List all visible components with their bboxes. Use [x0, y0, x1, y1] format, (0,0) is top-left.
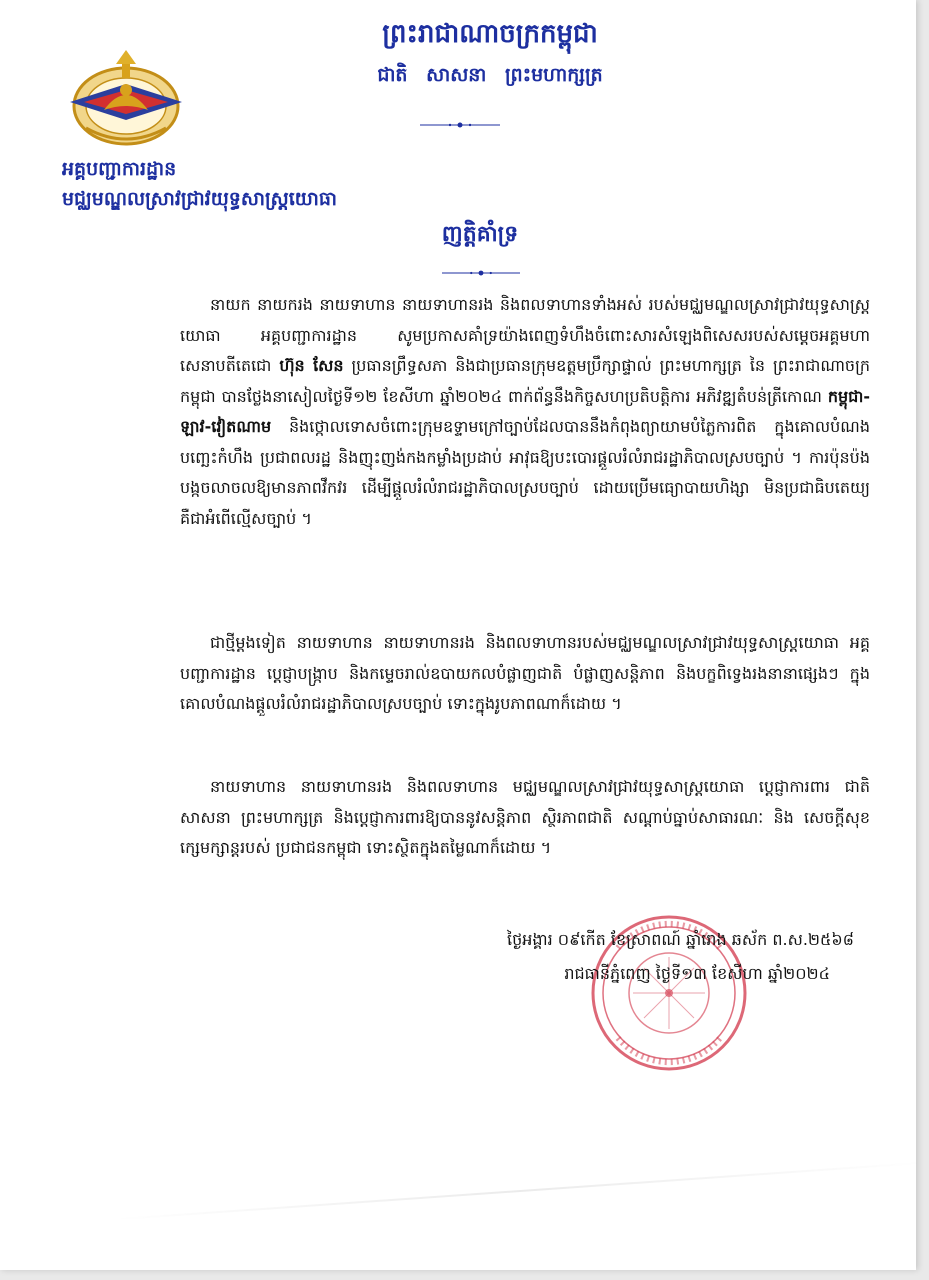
ornament-divider-icon — [420, 120, 500, 130]
paragraph-3 — [180, 772, 870, 864]
paragraph-1 — [180, 290, 870, 534]
leader-name: ហ៊ុន សែន — [279, 356, 344, 375]
paragraph-1-text-c: និងថ្កោលទោសចំពោះក្រុមឧទ្ទាមក្រៅច្បាប់ដែលបាននឹងកំពុងព្យាយាមបំភ្លៃការពិត ក្នុងគោលបំណងបញ្ឆេះកំហឹង ប្រជាពលរដ្ឋ និងញុះញង់កងកម្លាំងប្រដាប់ អាវុធឱ្យបះបោរផ្តួលរំលំរាជរដ្ឋាភិបាលស្របច្បាប់ ។ ការប៉ុនប៉ងបង្កចលាចលឱ្យមានភាពវឹកវរ ដើម្បីផ្តួលរំលំរាជរដ្ឋាភិបាលស្របច្បាប់ ដោយប្រើមធ្យោបាយហិង្សា មិនប្រជាធិបតេយ្យ គឺជាអំពើល្មើសច្បាប់ ។ — [180, 417, 870, 528]
kingdom-title: ព្រះរាជាណាចក្រកម្ពុជា — [382, 19, 598, 49]
organization-block — [62, 154, 337, 214]
paragraph-1-text-a: នាយក នាយករង នាយទាហាន នាយទាហានរង និងពលទាហានទាំងអស់ របស់មជ្ឈមណ្ឌលស្រាវជ្រាវយុទ្ធសាស្ត្រយោធា អគ្គបញ្ជាការដ្ឋាន សូមប្រកាសគាំទ្រយ៉ាងពេញទំហឹងចំពោះសារសំឡេងពិសេសរបស់សម្តេចអគ្គមហាសេនាបតីតេជោ — [180, 295, 870, 375]
paragraph-2-text: ជាថ្មីម្តងទៀត នាយទាហាន នាយទាហានរង និងពលទាហានរបស់មជ្ឈមណ្ឌលស្រាវជ្រាវយុទ្ធសាស្ត្រយោធា អគ្គបញ្ជាការដ្ឋាន ប្តេជ្ញាបង្ក្រាប និងកម្ទេចរាល់ឧបាយកលបំផ្លាញជាតិ បំផ្លាញសន្តិភាព និងបក្ខពិទ្វេងរងនានាផ្សេងៗ ក្នុងគោលបំណងផ្តួលរំលំរាជរដ្ឋាភិបាលស្របច្បាប់ ទោះក្នុងរូបភាពណាក៏ដោយ ។ — [180, 633, 870, 713]
ornament-divider-icon — [442, 268, 520, 278]
national-motto: ជាតិ សាសនា ព្រះមហាក្សត្រ — [377, 64, 603, 86]
triangle-countries: កម្ពុជា-ឡាវ-វៀតណាម — [180, 386, 870, 436]
document-title: ញត្តិគាំទ្រ — [441, 222, 519, 247]
lunar-date: ថ្ងៃអង្គារ ០៩កើត ខែស្រាពណ៍ ឆ្នាំរោង ឆស័ក ព.ស.២៥៦៨ — [506, 930, 854, 949]
solar-date: រាជធានីភ្នំពេញ ថ្ងៃទី១៣ ខែសីហា ឆ្នាំ២០២៤ — [564, 964, 830, 983]
paragraph-1-text-b: ប្រធានព្រឹទ្ធសភា និងជាប្រធានក្រុមឧត្តមប្រឹក្សាផ្ទាល់ ព្រះមហាក្សត្រ នៃ ព្រះរាជាណាចក្រកម្ពុជា បានថ្លែងនាសៀលថ្ងៃទី១២ ខែសីហា ឆ្នាំ២០២៤ ពាក់ព័ន្ធនឹងកិច្ចសហប្រតិបត្តិការ អភិវឌ្ឍតំបន់ត្រីកោណ — [180, 356, 871, 406]
organization-line-2: មជ្ឈមណ្ឌលស្រាវជ្រាវយុទ្ធសាស្ត្រយោធា — [62, 188, 337, 210]
paragraph-2 — [180, 628, 870, 720]
organization-line-1: អគ្គបញ្ជាការដ្ឋាន — [62, 158, 177, 180]
paragraph-3-text: នាយទាហាន នាយទាហានរង និងពលទាហាន មជ្ឈមណ្ឌលស្រាវជ្រាវយុទ្ធសាស្ត្រយោធា ប្តេជ្ញាការពារ ជាតិ សាសនា ព្រះមហាក្សត្រ និងប្តេជ្ញាការពារឱ្យបាននូវសន្តិភាព ស្ថិរភាពជាតិ សណ្តាប់ធ្នាប់សាធារណៈ និង សេចក្តីសុខក្សេមក្សាន្តរបស់ ប្រជាជនកម្ពុជា ទោះស្ថិតក្នុងតម្លៃណាក៏ដោយ ។ — [180, 777, 870, 857]
military-emblem-icon — [64, 50, 192, 150]
